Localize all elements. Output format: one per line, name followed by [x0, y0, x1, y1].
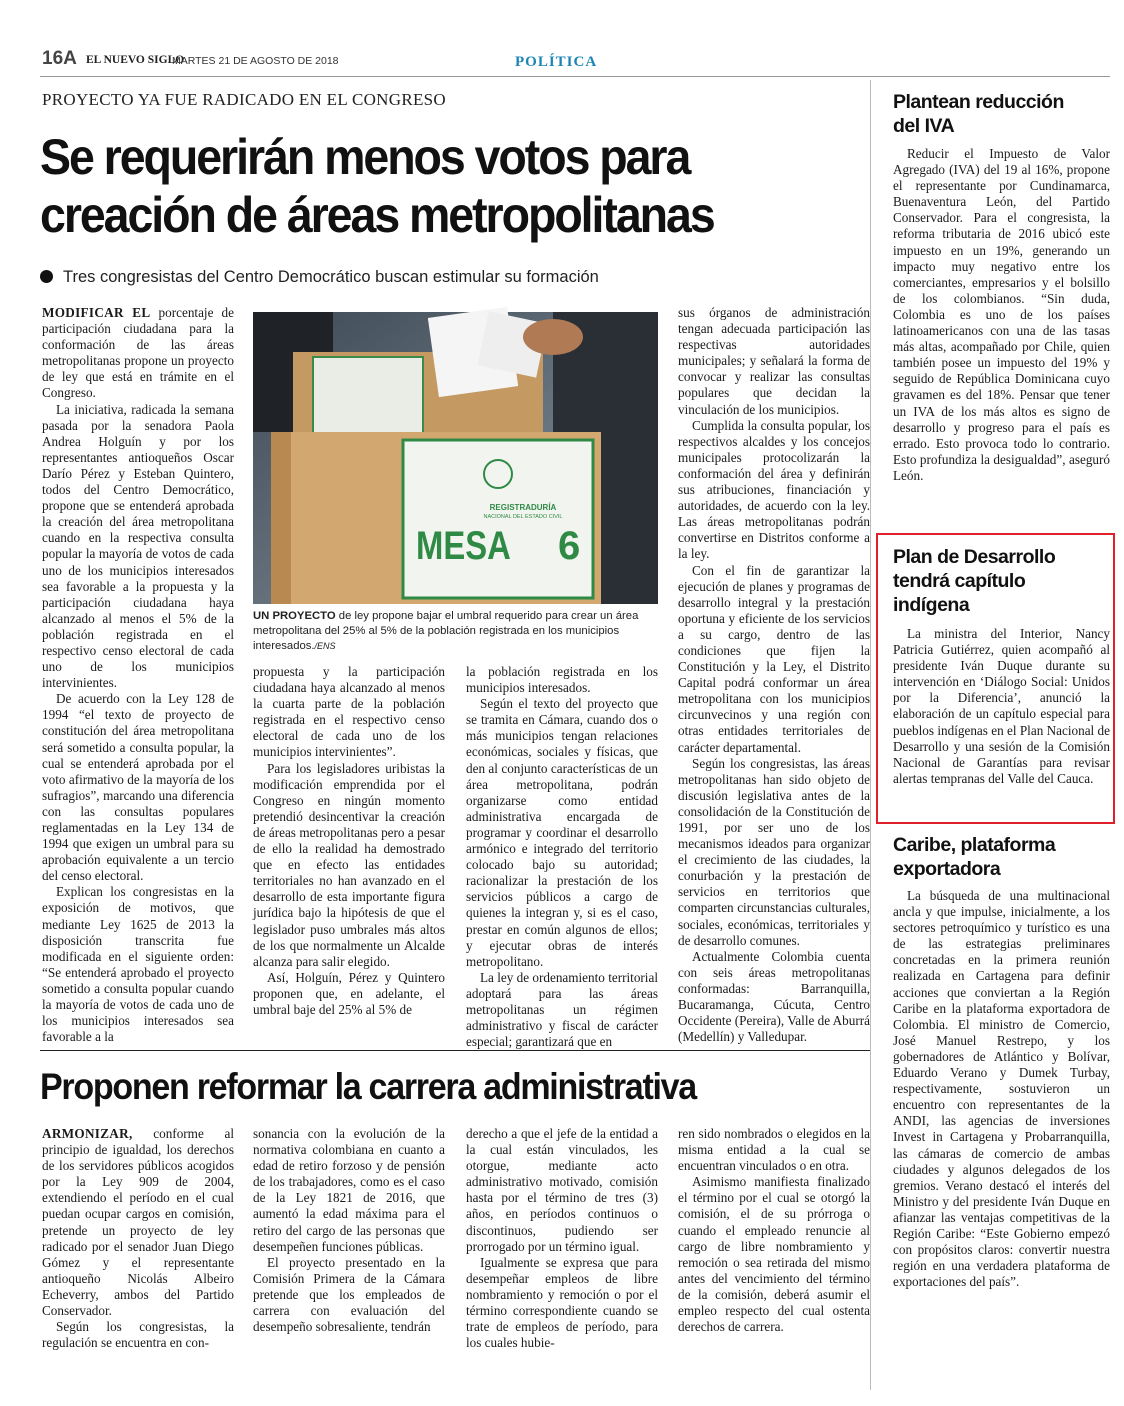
article-subhead	[40, 268, 599, 287]
subhead-text: Tres congresistas del Centro Democrático buscan estimular su formación	[63, 268, 599, 286]
paragraph-text: porcentaje de participación ciudadana para la conformación de las áreas metropolitanas propone un proyecto de ley que está en trámite en el Congreso.	[42, 305, 234, 401]
lead-in: MODIFICAR EL	[42, 305, 151, 320]
mesa-label: MESA	[416, 524, 511, 568]
paragraph: La búsqueda de una multinacional ancla y que impulse, inicialmente, a los sectores petroquímico y turístico es una de las estrategias preliminares concretadas en la primera reunión realizada en Cartagena para definir acciones que conviertan a la Región Caribe en la plataforma exportadora de Colombia. El ministro de Comercio, José Manuel Restrepo, y los gobernadores de Atlántico y Bolívar, Eduardo Verano y Dumek Turbay, respectivamente, sostuvieron un encuentro con representantes de la ANDI, las agencias de inversiones Invest in Cartagena y Probarranquilla, las cámaras de comercio de ambas ciudades y algunos delegados de los gremios. Verano destacó el interés del Ministro y del presidente Iván Duque en afianzar las ventajas competitivas de la Región Caribe: “Este Gobierno empezó con propósitos claros: convertir nuestra región en una verdadera plataforma de exportaciones del país”.	[893, 888, 1110, 1290]
main-column-2	[253, 664, 445, 1034]
second-column-2	[253, 1126, 445, 1396]
bullet-icon	[40, 270, 53, 283]
paragraph: Reducir el Impuesto de Valor Agregado (IVA) del 19 al 16%, propone el representante por Cundinamarca, Buenaventura León, del Partido Conservador. Para el congresista, la reforma tributaria de 2016 ubicó este impuesto en un 19%, generando un impacto muy negativo entre los comerciantes, empresarios y el bolsillo de los colombianos. “Sin duda, Colombia es uno de los países latinoamericanos con una de las tasas más altas, acompañado por Chile, quien también posee un impuesto del 19% y seguido de República Dominicana cuyo gravamen es del 18%. Pensar que tener un IVA de los más altos es signo de desarrollo y progreso para el país es errado. Esto provoca todo lo contrario. Esto profundiza la desigualdad”, aseguró León.	[893, 146, 1110, 483]
newspaper-name: EL NUEVO SIGLO	[86, 54, 185, 66]
paragraph: Explican los congresistas en la exposición de motivos, que mediante Ley 1625 de 2013 la disposición transcrita fue modificada en el siguiente orden: “Se entenderá aprobado el proyecto sometido a consulta popular cuando la mayoría de votos de cada uno de los municipios interesados sea favorable a la	[42, 884, 234, 1045]
paragraph: Cumplida la consulta popular, los respectivos alcaldes y los concejos municipales protocolizarán la conformación del área y definirán sus atribuciones, financiación y autoridades, de acuerdo con la ley. Las áreas metropolitanas podrán convertirse en Distritos conforme a la ley.	[678, 417, 870, 562]
caption-lead: UN PROYECTO	[253, 610, 336, 622]
paragraph: El proyecto presentado en la Comisión Primera de la Cámara pretende que los empleados de carrera con evaluación del desempeño sobresaliente, tendrán	[253, 1254, 445, 1335]
paragraph: Igualmente se expresa que para desempeñar empleos de libre nombramiento y remoción o por el término correspondiente cuando se trate de empleos de período, para los cuales hubie-	[466, 1254, 658, 1351]
second-column-1	[42, 1126, 234, 1396]
paragraph: la población registrada en los municipios interesados.	[466, 664, 658, 696]
paragraph	[42, 305, 234, 402]
sidebar-body-caribe	[893, 888, 1110, 1398]
issue-date: MARTES 21 DE AGOSTO DE 2018	[172, 55, 339, 67]
section-name: POLÍTICA	[515, 54, 598, 70]
section-divider	[40, 1050, 870, 1051]
paragraph: Según el texto del proyecto que se tramita en Cámara, cuando dos o más municipios tengan relaciones económicas, sociales y físicas, que den al conjunto características de un área metropolitana, podrán organizarse como entidad administrativa encargada de programar y coordinar el desarrollo armónico e integrado del territorio colocado bajo su autoridad; racionalizar la prestación de los servicios públicos a cargo de quienes la integran y, si es el caso, prestar en común algunos de ellos; y ejecutar obras de interés metropolitano.	[466, 696, 658, 969]
sidebar-title-indigena: Plan de Desarrollo tendrá capítulo indígena	[893, 546, 1056, 616]
sidebar-title-caribe: Caribe, plataforma exportadora	[893, 834, 1056, 880]
paragraph-text: conforme al principio de igualdad, los derechos de los servidores públicos acogidos por la Ley 909 de 2004, extendiendo el período en el cual puedan ocupar cargos en comisión, pretende un proyecto de ley radicado por el senador Juan Diego Gómez y el representante antioqueño Nicolás Albeiro Echeverry, ambos del Partido Conservador.	[42, 1126, 235, 1319]
article-kicker: PROYECTO YA FUE RADICADO EN EL CONGRESO	[42, 90, 446, 109]
paragraph: sonancia con la evolución de la normativa colombiana en cuanto a edad de retiro forzoso y de pensión de los trabajadores, como es el caso de la Ley 1821 de 2016, que aumentó la edad máxima para el retiro del cargo de las personas que desempeñen funciones públicas.	[253, 1126, 445, 1254]
paragraph: sus órganos de administración tengan adecuada participación las respectivas autoridades municipales; y señalará la forma de convocar y realizar las consultas populares que decidan la vinculación de los municipios.	[678, 305, 870, 417]
second-column-4	[678, 1126, 870, 1396]
sidebar-body-iva	[893, 146, 1110, 530]
ballot-box-photo	[253, 312, 658, 604]
paragraph: Actualmente Colombia cuenta con seis áreas metropolitanas conformadas: Barranquilla, Bucaramanga, Cúcuta, Centro Occidente (Pereira), Valle de Aburrá (Medellín) y Valledupar.	[678, 948, 870, 1045]
paragraph: De acuerdo con la Ley 128 de 1994 “el texto de proyecto de constitución del área metropolitana será sometido a consulta popular, la cual se entenderá aprobada por el voto afirmativo de la mayoría de los sufragios”, marcando una diferencia con las consultas populares reglamentadas en la Ley 134 de 1994 que exigen un umbral para su aprobación equivalente a un tercio del censo electoral.	[42, 691, 234, 884]
paragraph	[42, 1126, 234, 1319]
mesa-number: 6	[558, 524, 581, 568]
header-rule	[40, 76, 1110, 77]
paragraph: propuesta y la participación ciudadana haya alcanzado al menos la cuarta parte de la población registrada en el respectivo censo electoral de cada uno de los municipios intervinientes”.	[253, 664, 445, 760]
main-column-4	[678, 305, 870, 1045]
paragraph: La ministra del Interior, Nancy Patricia Gutiérrez, quien acompañó al presidente Iván Duque durante su intervención en ‘Diálogo Social: Unidos por la Diferencia’, anunció la elaboración de un capítulo especial para pueblos indígenas en el Plan Nacional de Desarrollo y una sesión de la Comisión Nacional de Garantías para revisar alertas tempranas del Valle del Cauca.	[893, 626, 1110, 786]
sidebar-body-indigena	[893, 626, 1110, 818]
paragraph: Según los congresistas, las áreas metropolitanas han sido objeto de discusión legislativa antes de la consolidación de la Constitución de 1991, por ser uno de los mecanismos ideados para organizar el crecimiento de las ciudades, la conurbación y la prestación de servicios en territorios que comparten circunstancias culturales, sociales, económicas, territoriales y de desarrollo comunes.	[678, 755, 870, 948]
article-headline: Se requerirán menos votos para creación de áreas metropolitanas	[40, 129, 714, 243]
photo-credit: /ENS	[314, 641, 336, 651]
paragraph: La iniciativa, radicada la semana pasada por la senadora Paola Andrea Holguín y por los representantes antioqueños Oscar Darío Pérez y Esteban Quintero, todos del Centro Democrático, propone que se entenderá aprobada la creación del área metropolitana cuando en la respectiva consulta popular la mayoría de votos de cada uno de los municipios interesados sea favorable a la propuesta y la participación ciudadana haya alcanzado al menos el 5% de la población registrada en el respectivo censo electoral de cada uno de los municipios intervinientes.	[42, 401, 234, 691]
page-number: 16A	[42, 48, 77, 69]
main-column-1	[42, 305, 234, 1045]
lead-in: ARMONIZAR,	[42, 1126, 133, 1141]
paragraph: Según los congresistas, la regulación se encuentra en con-	[42, 1319, 234, 1351]
box-agency-sub: NACIONAL DEL ESTADO CIVIL	[483, 514, 563, 520]
box-agency-label: REGISTRADURÍA	[489, 503, 557, 512]
photo-caption	[253, 609, 658, 654]
sidebar-divider	[870, 80, 871, 1390]
paragraph: derecho a que el jefe de la entidad a la cual están vinculados, les otorgue, mediante acto administrativo motivado, comisión hasta por el término de tres (3) años, en períodos continuos o discontinuos, pudiendo ser prorrogado por un término igual.	[466, 1126, 658, 1254]
main-column-3	[466, 664, 658, 1050]
sidebar-title-iva: Plantean reducción del IVA	[893, 91, 1064, 137]
caption-text: de ley propone bajar el umbral requerido para crear un área metropolitana del 25% al 5% de la población registrada en los municipios interesados.	[253, 610, 639, 652]
paragraph: Asimismo manifiesta finalizado el término por el cual se otorgó la comisión, el de su prórroga o cuando el empleado renuncie al cargo de libre nombramiento y remoción o sea retirada del mismo antes del vencimiento del término de la comisión, deberá asumir el empleo respecto del cual ostenta derechos de carrera.	[678, 1174, 870, 1335]
paragraph: ren sido nombrados o elegidos en la misma entidad a la cual se encuentran vinculados o en otra.	[678, 1126, 870, 1174]
paragraph: Así, Holguín, Pérez y Quintero proponen que, en adelante, el umbral baje del 25% al 5% de	[253, 969, 445, 1017]
paragraph: La ley de ordenamiento territorial adoptará para las áreas metropolitanas un régimen administrativo y fiscal de carácter especial; garantizará que en	[466, 969, 658, 1050]
second-column-3	[466, 1126, 658, 1396]
paragraph: Para los legisladores uribistas la modificación emprendida por el Congreso en ningún momento pretendió desincentivar la creación de áreas metropolitanas pero a pesar de ello la realidad ha demostrado que en efecto las entidades territoriales no han avanzado en el desarrollo de esta importante figura jurídica bajo la hipótesis de que el legislador puso umbrales más altos de los que normalmente un Alcalde alcanza para salir elegido.	[253, 760, 445, 969]
paragraph: Con el fin de garantizar la ejecución de planes y programas de desarrollo integral y la prestación oportuna y eficiente de los servicios a su cargo, dentro de las condiciones que fijen la Constitución y la Ley, el Distrito Capital podrá conformar un área metropolitana con los municipios circunvecinos y una región con otras entidades territoriales de carácter departamental.	[678, 562, 870, 755]
second-headline: Proponen reformar la carrera administrativa	[40, 1066, 696, 1107]
